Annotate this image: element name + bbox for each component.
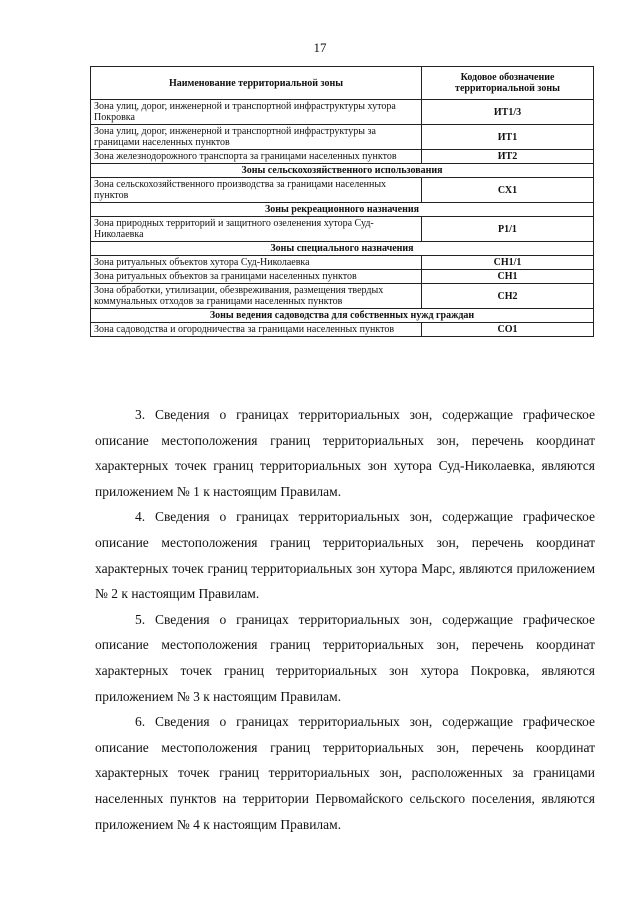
table-row bbox=[91, 217, 594, 242]
zone-code-cell: ИТ2 bbox=[422, 150, 594, 164]
header-zone-code: Кодовое обозначение территориальной зоны bbox=[422, 67, 594, 100]
zone-code-cell: Р1/1 bbox=[422, 217, 594, 242]
table-row bbox=[91, 100, 594, 125]
table-row bbox=[91, 284, 594, 309]
page-number: 17 bbox=[313, 40, 327, 55]
zone-name-cell: Зона сельскохозяйственного производства за границами населенных пунктов bbox=[91, 178, 422, 203]
zone-name-cell: Зона садоводства и огородничества за границами населенных пунктов bbox=[91, 323, 422, 337]
zone-name-cell: Зона природных территорий и защитного озеленения хутора Суд-Николаевка bbox=[91, 217, 422, 242]
zone-name-cell: Зона улиц, дорог, инженерной и транспортной инфраструктуры за границами населенных пунктов bbox=[91, 125, 422, 150]
table-section-row bbox=[91, 203, 594, 217]
paragraph-5: 5. Сведения о границах территориальных зон, содержащие графическое описание местоположения границ территориальных зон, перечень координат характерных точек границ территориальных зон хутора Покровка, являются приложением № 3 к настоящим Правилам. bbox=[95, 611, 595, 704]
zones-table-body bbox=[91, 100, 594, 337]
zone-code-cell: СО1 bbox=[422, 323, 594, 337]
table-section-row bbox=[91, 309, 594, 323]
zone-code-cell: ИТ1 bbox=[422, 125, 594, 150]
table-row bbox=[91, 270, 594, 284]
paragraph-3: 3. Сведения о границах территориальных зон, содержащие графическое описание местоположения границ территориальных зон, перечень координат характерных точек границ территориальных зон хутора Суд-Николаевка, являются приложением № 1 к настоящим Правилам. bbox=[95, 407, 595, 499]
section-title: Зоны специального назначения bbox=[91, 242, 594, 256]
paragraph-4: 4. Сведения о границах территориальных зон, содержащие графическое описание местоположения границ территориальных зон, перечень координат характерных точек границ территориальных зон хутора Марс, являются приложением № 2 к настоящим Правилам. bbox=[95, 509, 595, 602]
table-section-row bbox=[91, 242, 594, 256]
section-title: Зоны ведения садоводства для собственных нужд граждан bbox=[91, 309, 594, 323]
paragraphs bbox=[95, 402, 595, 837]
zone-code-cell: СН2 bbox=[422, 284, 594, 309]
table-header-row bbox=[91, 67, 594, 100]
table-row bbox=[91, 150, 594, 164]
zones-table bbox=[90, 66, 594, 337]
table-row bbox=[91, 323, 594, 337]
zone-name-cell: Зона обработки, утилизации, обезвреживания, размещения твердых коммунальных отходов за границами населенных пунктов bbox=[91, 284, 422, 309]
zone-name-cell: Зона улиц, дорог, инженерной и транспортной инфраструктуры хутора Покровка bbox=[91, 100, 422, 125]
paragraph-6: 6. Сведения о границах территориальных зон, содержащие графическое описание местоположения границ территориальных зон, перечень координат характерных точек границ территориальных зон, расположенных за границами населенных пунктов на территории Первомайского сельского поселения, являются приложением № 4 к настоящим Правилам. bbox=[95, 714, 595, 832]
zone-code-cell: СН1 bbox=[422, 270, 594, 284]
zone-name-cell: Зона железнодорожного транспорта за границами населенных пунктов bbox=[91, 150, 422, 164]
table-row bbox=[91, 178, 594, 203]
header-zone-name: Наименование территориальной зоны bbox=[91, 67, 422, 100]
table-section-row bbox=[91, 164, 594, 178]
zone-code-cell: СН1/1 bbox=[422, 256, 594, 270]
table-row bbox=[91, 256, 594, 270]
table-row bbox=[91, 125, 594, 150]
zone-code-cell: СХ1 bbox=[422, 178, 594, 203]
zone-name-cell: Зона ритуальных объектов хутора Суд-Николаевка bbox=[91, 256, 422, 270]
section-title: Зоны рекреационного назначения bbox=[91, 203, 594, 217]
section-title: Зоны сельскохозяйственного использования bbox=[91, 164, 594, 178]
zone-name-cell: Зона ритуальных объектов за границами населенных пунктов bbox=[91, 270, 422, 284]
zone-code-cell: ИТ1/3 bbox=[422, 100, 594, 125]
